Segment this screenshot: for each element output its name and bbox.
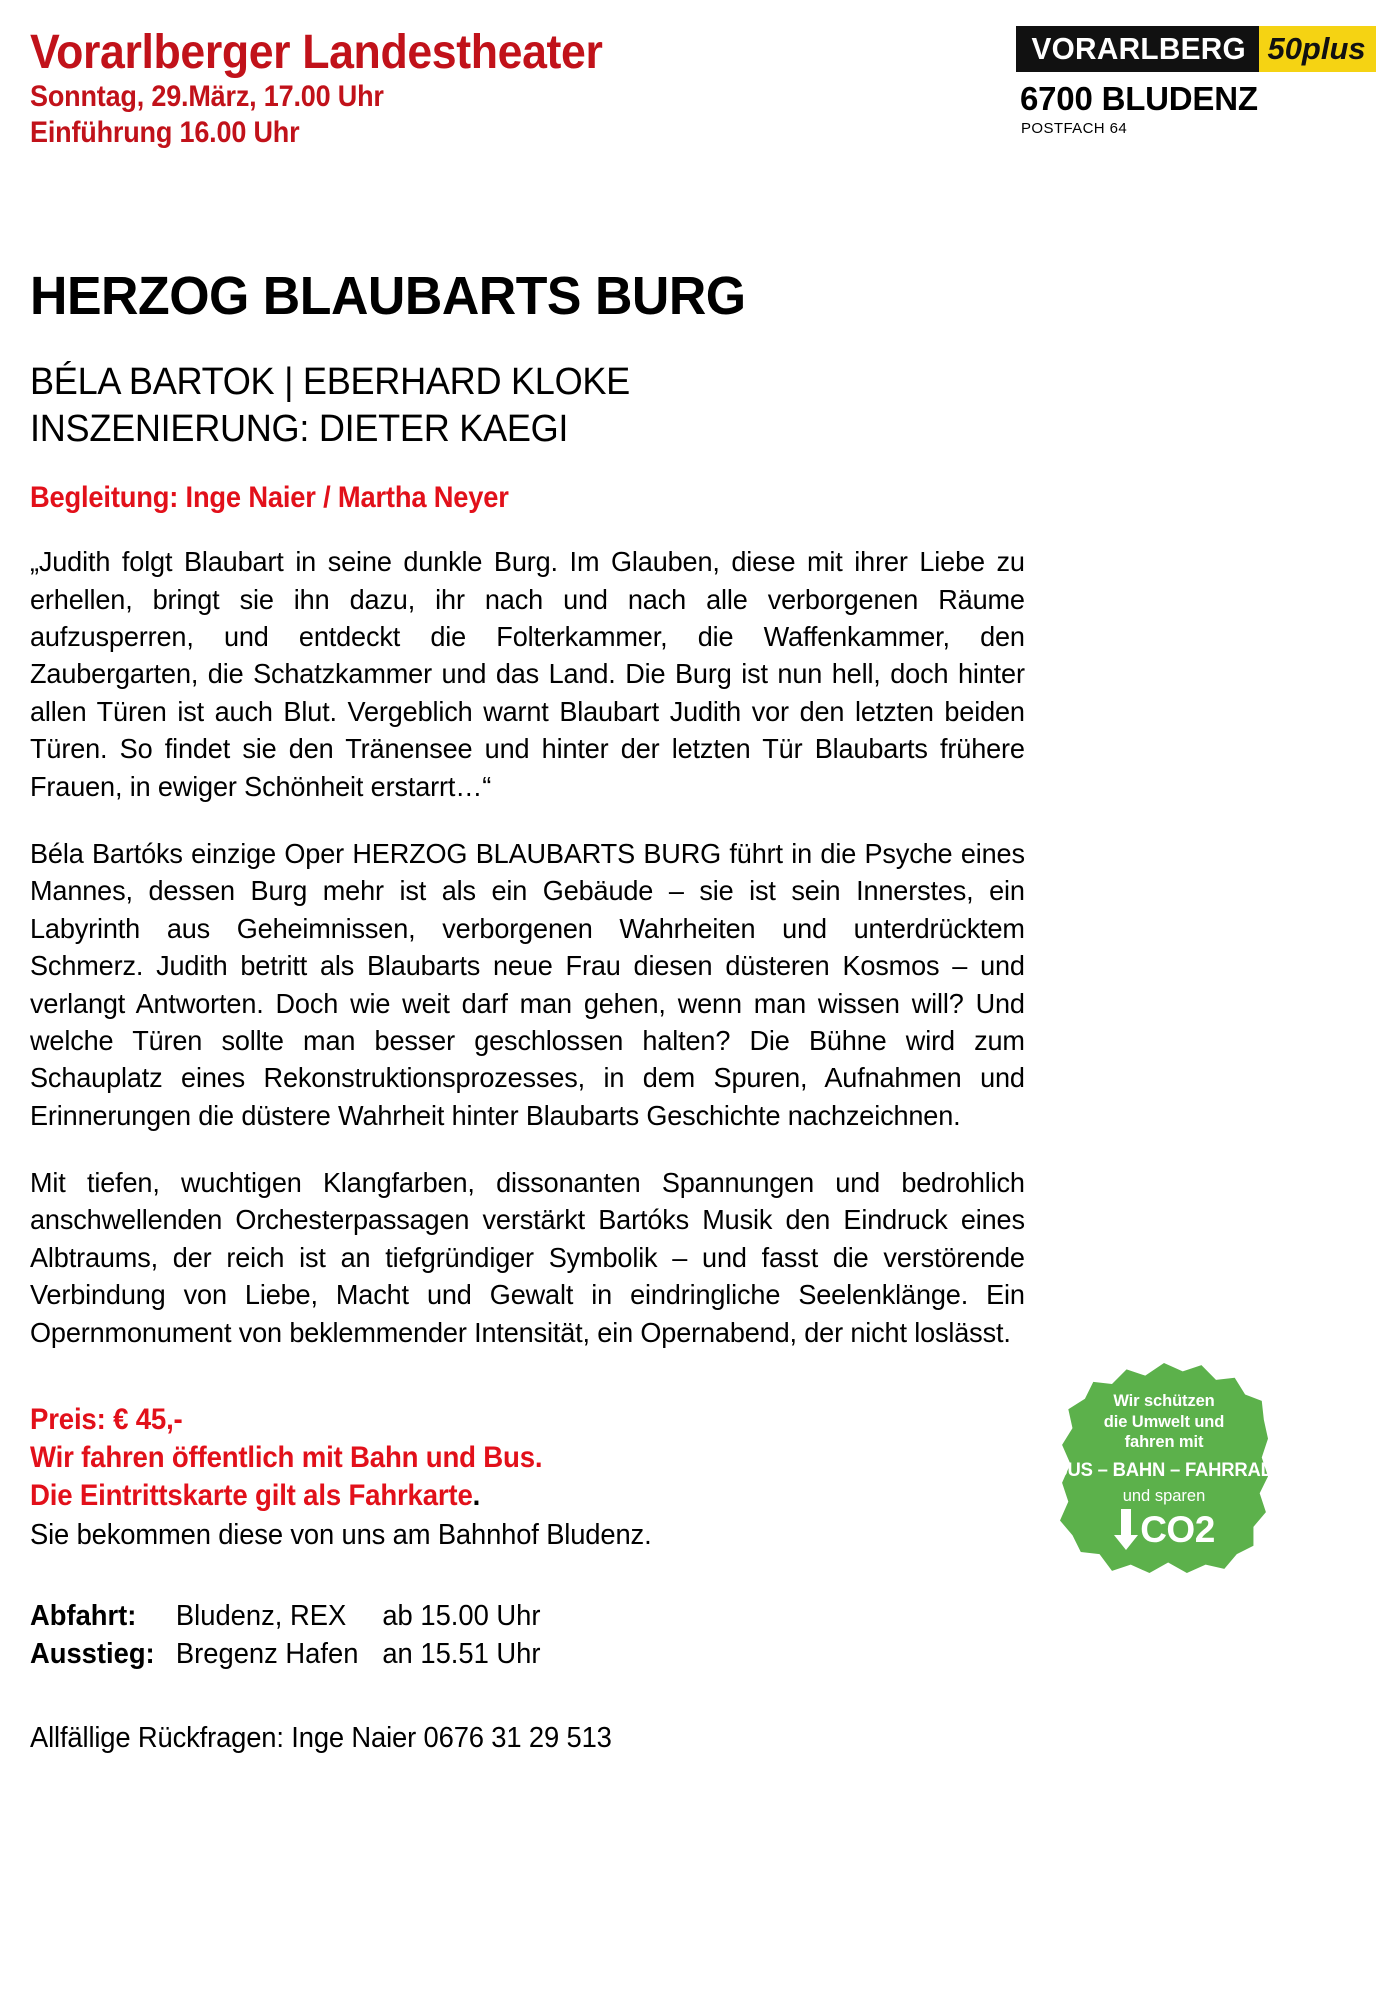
logo-suffix-box: 50plus — [1259, 26, 1375, 72]
city-line: 6700 BLUDENZ — [1020, 80, 1258, 117]
co2-line-3: fahren mit — [1124, 1433, 1204, 1452]
travel-schedule — [30, 1598, 1288, 1674]
accompaniment-line: Begleitung: Inge Naier / Martha Neyer — [30, 481, 509, 515]
organization-title: Vorarlberger Landestheater — [30, 26, 603, 79]
poster-header — [30, 22, 1366, 187]
header-right-block — [1016, 22, 1366, 137]
departure-place: Bludenz, REX — [175, 1600, 347, 1633]
travel-row-arrival — [30, 1636, 1288, 1674]
departure-label: Abfahrt: — [30, 1600, 137, 1633]
production-title: HERZOG BLAUBARTS BURG — [30, 266, 746, 326]
credit-composer-line: BÉLA BARTOK | EBERHARD KLOKE — [30, 361, 630, 403]
co2-label: CO2 — [1140, 1508, 1215, 1550]
co2-line-1: Wir schützen — [1113, 1391, 1215, 1410]
price-line: Preis: € 45,- — [30, 1403, 183, 1437]
paragraph-synopsis: „Judith folgt Blaubart in seine dunkle Burg. Im Glauben, diese mit ihrer Liebe zu erhellen, bringt sie ihn dazu, ihr nach und nach alle verborgenen Räume aufzusperren, und entdeckt die Folterkammer, die Waffenkammer, den Zaubergarten, die Schatzkammer und das Land. Die Burg ist nun hell, doch hinter allen Türen ist auch Blut. Vergeblich warnt Blaubart Judith vor den letzten beiden Türen. So findet sie den Tränensee und hinter der letzten Tür Blaubarts frühere Frauen, in ewiger Schönheit erstarrt…“ — [30, 546, 1025, 802]
event-date-line: Sonntag, 29.März, 17.00 Uhr — [30, 79, 384, 113]
paragraph-music: Mit tiefen, wuchtigen Klangfarben, dissonanten Spannungen und bedrohlich anschwellenden Orchesterpassagen verstärkt Bartóks Musik den Eindruck eines Albtraums, der reich ist an tiefgründiger Symbolik – und fasst die verstörende Verbindung von Liebe, Macht und Gewalt in eindringliche Seelenklänge. Ein Opernmonument von beklemmender Intensität, ein Opernabend, der nicht loslässt. — [30, 1167, 1025, 1348]
production-credits — [30, 359, 1275, 453]
ticket-rule-period: . — [472, 1479, 481, 1513]
contact-note: Allfällige Rückfragen: Inge Naier 0676 31 29 513 — [30, 1722, 612, 1755]
paragraph-context: Béla Bartóks einzige Oper HERZOG BLAUBARTS BURG führt in die Psyche eines Mannes, dessen Burg mehr ist als ein Gebäude – sie ist sein Innerstes, ein Labyrinth aus Geheimnissen, verborgenen Wahrheiten und unterdrücktem Schmerz. Judith betritt als Blaubarts neue Frau diesen düsteren Kosmos – und verlangt Antworten. Doch wie weit darf man gehen, wenn man wissen will? Und welche Türen sollte man besser geschlossen halten? Die Bühne wird zum Schauplatz eines Rekonstruktionsprozesses, in dem Spuren, Aufnahmen und Erinnerungen die düstere Wahrheit hinter Blaubarts Geschichte nachzeichnen. — [30, 837, 1025, 1131]
event-intro-line: Einführung 16.00 Uhr — [30, 116, 300, 150]
departure-time: ab 15.00 Uhr — [382, 1600, 541, 1633]
credit-director-line: INSZENIERUNG: DIETER KAEGI — [30, 408, 569, 451]
vorarlberg-50plus-logo — [1016, 26, 1366, 72]
booking-section — [30, 1391, 1340, 1755]
arrival-place: Bregenz Hafen — [175, 1638, 359, 1671]
description-body — [30, 543, 1040, 1351]
transport-note-line: Wir fahren öffentlich mit Bahn und Bus. — [30, 1441, 543, 1475]
price-block — [30, 1401, 1340, 1554]
co2-save-text: und sparen — [1122, 1487, 1206, 1506]
arrival-time: an 15.51 Uhr — [382, 1638, 541, 1671]
postbox-line: POSTFACH 64 — [1021, 119, 1128, 137]
ticket-pickup-line: Sie bekommen diese von uns am Bahnhof Bludenz. — [30, 1519, 652, 1552]
logo-brand-text: VORARLBERG — [1031, 31, 1246, 66]
travel-row-departure — [30, 1598, 1288, 1636]
arrival-label: Ausstieg: — [30, 1638, 155, 1671]
co2-line-2: die Umwelt und — [1103, 1412, 1225, 1431]
logo-brand-box — [1016, 26, 1259, 72]
ticket-rule-line — [30, 1477, 1235, 1515]
header-left-block — [30, 22, 646, 152]
co2-transport-modes: BUS – BAHN – FAHRRAD — [1054, 1460, 1274, 1482]
ticket-rule-text: Die Eintrittskarte gilt als Fahrkarte — [30, 1479, 473, 1513]
